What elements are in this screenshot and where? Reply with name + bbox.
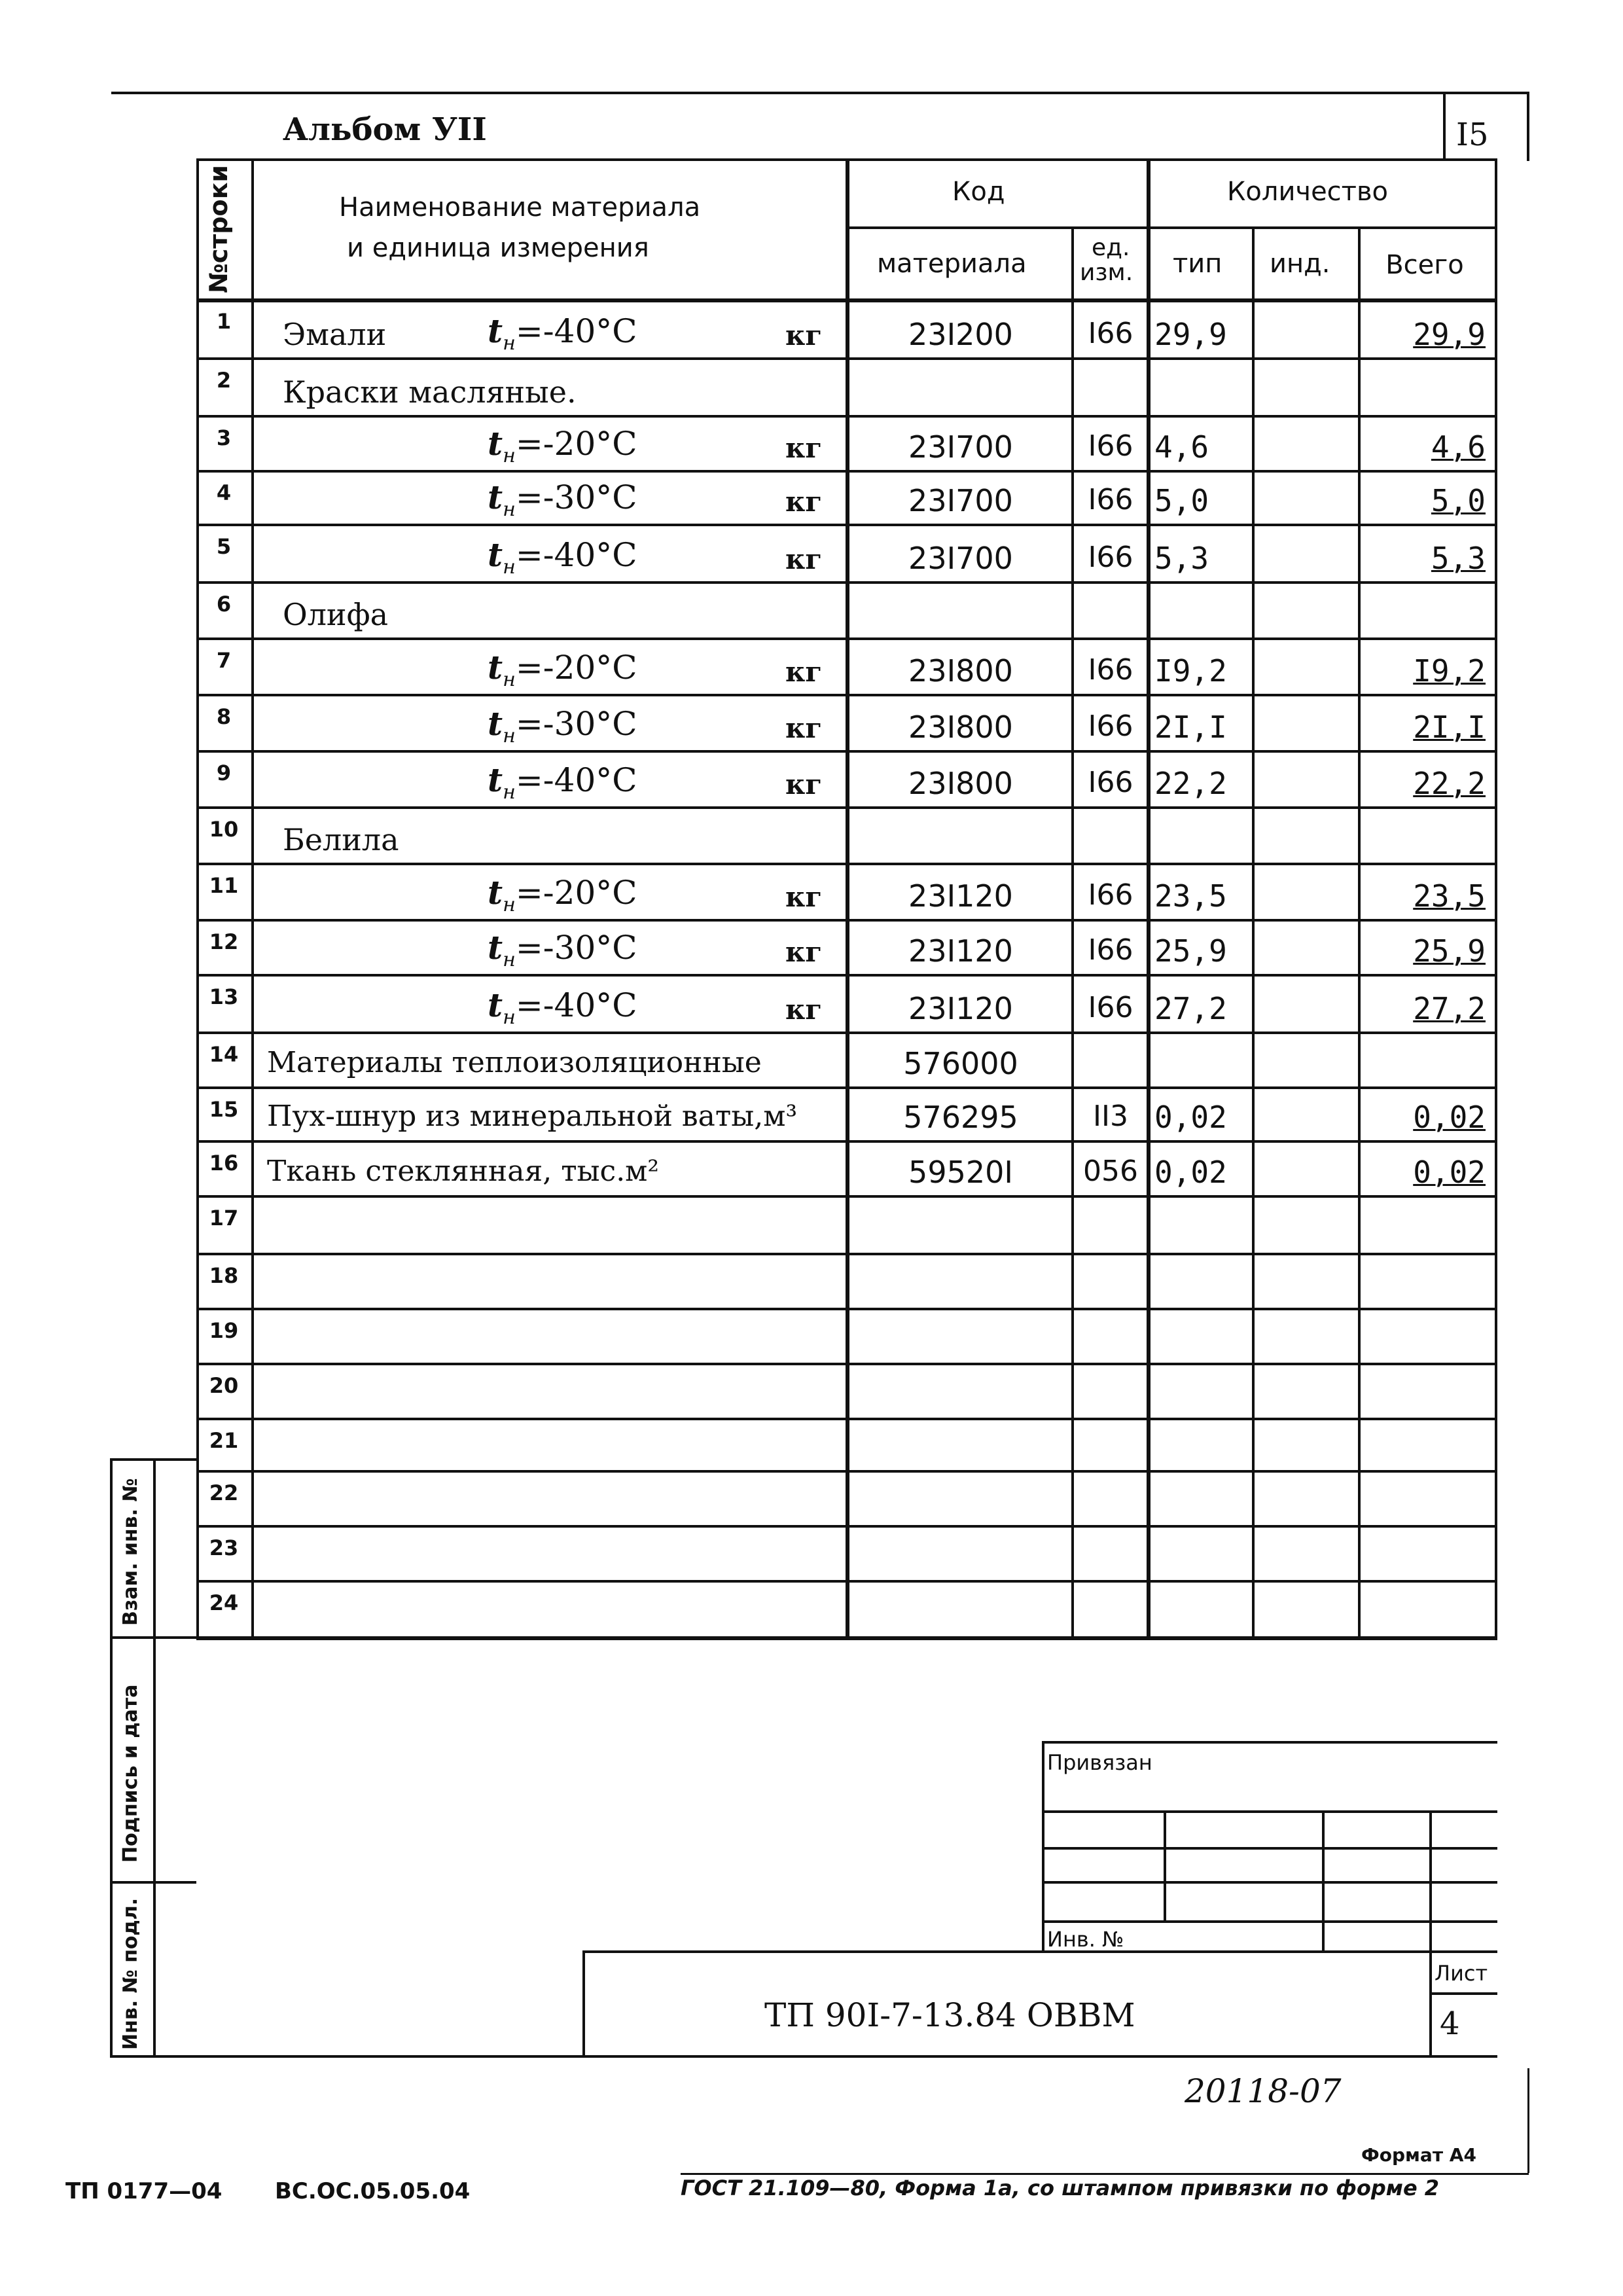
material-code: 23I120	[908, 933, 1013, 969]
temperature-value: =-20°C	[515, 649, 637, 687]
temperature-value: =-20°C	[515, 874, 637, 912]
material-code: 23I800	[908, 709, 1013, 745]
header-qty-type: тип	[1173, 249, 1222, 279]
row-separator	[196, 863, 1497, 865]
qty-total: 23,5	[1413, 878, 1486, 914]
unit-of-measure: кг	[785, 994, 823, 1026]
col-line-ind	[1252, 226, 1255, 1638]
qty-total: 0,02	[1413, 1100, 1486, 1135]
material-code: 59520I	[908, 1155, 1013, 1190]
unit-code: I66	[1088, 483, 1133, 516]
unit-code: I66	[1088, 653, 1133, 687]
temperature-value: =-30°C	[515, 478, 637, 516]
header-code-unit-1: ед.	[1092, 234, 1130, 261]
temperature-value: =-40°C	[515, 761, 637, 799]
row-number: 4	[216, 480, 232, 505]
temperature-condition	[488, 424, 637, 467]
side-label-vzam: Взам. инв. №	[119, 1478, 142, 1626]
row-separator	[196, 637, 1497, 640]
qty-type: 0,02	[1154, 1155, 1227, 1190]
qty-total: 29,9	[1413, 317, 1486, 352]
qty-type: 5,3	[1154, 541, 1209, 576]
unit-of-measure: кг	[785, 319, 823, 351]
row-number: 17	[209, 1206, 239, 1230]
unit-code: I66	[1088, 429, 1133, 463]
unit-code: I66	[1088, 933, 1133, 967]
temperature-value: =-30°C	[515, 705, 637, 743]
unit-code: I66	[1088, 878, 1133, 912]
unit-of-measure: кг	[785, 486, 823, 518]
qty-type: 4,6	[1154, 429, 1209, 465]
header-qty-ind: инд.	[1270, 249, 1330, 279]
row-separator	[196, 1308, 1497, 1310]
qty-total: 0,02	[1413, 1155, 1486, 1190]
top-frame-line	[111, 92, 1528, 94]
row-number: 6	[216, 592, 232, 617]
row-separator	[196, 1418, 1497, 1420]
row-separator	[196, 357, 1497, 360]
row-separator	[196, 1580, 1497, 1583]
row-number: 8	[216, 704, 232, 729]
header-name-line1: Наименование материала	[339, 192, 701, 223]
qty-type: 22,2	[1154, 766, 1227, 801]
material-name: Краски масляные.	[283, 374, 577, 410]
temperature-condition	[488, 648, 637, 691]
unit-of-measure: кг	[785, 936, 823, 968]
row-number: 18	[209, 1263, 239, 1288]
header-code-material: материала	[877, 249, 1027, 279]
row-separator	[196, 1195, 1497, 1198]
temperature-value: =-40°C	[515, 536, 637, 574]
temperature-condition	[488, 873, 637, 916]
material-code: 23I800	[908, 653, 1013, 689]
material-code: 23I200	[908, 317, 1013, 352]
qty-total: 4,6	[1431, 429, 1486, 465]
qty-type: I9,2	[1154, 653, 1227, 689]
material-name: Ткань стеклянная, тыс.м²	[267, 1155, 660, 1188]
row-number: 24	[209, 1590, 239, 1615]
unit-code: II3	[1093, 1100, 1128, 1133]
qty-type: 27,2	[1154, 991, 1227, 1026]
temperature-value: =-30°C	[515, 929, 637, 967]
footer-right: ГОСТ 21.109—80, Форма 1а, со штампом привязки по форме 2	[681, 2176, 1440, 2200]
side-box-inner	[153, 1458, 156, 2056]
material-name: Материалы теплоизоляционные	[267, 1046, 762, 1079]
temperature-subscript: н	[503, 893, 516, 916]
side-box-sep-2	[110, 1881, 196, 1884]
row-number: 5	[216, 534, 232, 559]
temperature-subscript: н	[503, 444, 516, 467]
header-code-unit-2: изм.	[1080, 259, 1133, 286]
row-separator	[196, 1031, 1497, 1034]
side-label-inv-podl: Инв. № подл.	[119, 1897, 142, 2050]
privyazan-left	[1042, 1741, 1044, 1950]
row-number: 11	[209, 873, 239, 898]
page-number-box-right	[1527, 92, 1529, 161]
material-name: Эмали	[283, 317, 387, 352]
temperature-value: =-40°C	[515, 986, 637, 1024]
side-box-top	[110, 1458, 196, 1461]
row-separator	[196, 1253, 1497, 1255]
col-line-right	[1495, 158, 1497, 1638]
row-number: 21	[209, 1428, 239, 1453]
unit-code: 056	[1083, 1155, 1138, 1188]
qty-total: I9,2	[1413, 653, 1486, 689]
format-label: Формат А4	[1361, 2144, 1476, 2166]
temperature-symbol: t	[488, 648, 503, 687]
title-block-top	[582, 1950, 1497, 1953]
side-box-sep-1	[110, 1636, 196, 1639]
privyazan-col-3	[1429, 1810, 1432, 1950]
header-qty-group: Количество	[1227, 177, 1389, 207]
temperature-condition	[488, 986, 637, 1029]
row-number: 10	[209, 817, 239, 842]
temperature-symbol: t	[488, 478, 503, 516]
qty-total: 5,0	[1431, 483, 1486, 518]
qty-total: 5,3	[1431, 541, 1486, 576]
temperature-symbol: t	[488, 535, 503, 574]
document-code: ТП 90I-7-13.84 ОВВМ	[764, 1996, 1135, 2034]
material-name: Олифа	[283, 597, 389, 632]
side-label-podpis: Подпись и дата	[119, 1684, 142, 1863]
handwritten-registration-number: 20118-07	[1185, 2072, 1342, 2110]
page-number: I5	[1456, 117, 1489, 153]
material-code: 23I800	[908, 766, 1013, 801]
sheet-box-divider	[1429, 1992, 1497, 1995]
sheet-box-left	[1429, 1950, 1432, 2055]
unit-code: I66	[1088, 709, 1133, 743]
row-separator	[196, 1470, 1497, 1473]
sheet-number: 4	[1440, 2005, 1460, 2042]
album-title: Альбом УII	[283, 111, 487, 148]
row-number: 12	[209, 929, 239, 954]
row-separator	[196, 1525, 1497, 1528]
temperature-subscript: н	[503, 332, 516, 355]
row-number: 15	[209, 1097, 239, 1122]
row-number: 14	[209, 1042, 239, 1067]
table-bottom-border	[196, 1636, 1497, 1640]
row-separator	[196, 415, 1497, 418]
temperature-condition	[488, 535, 637, 579]
col-line-total	[1358, 226, 1361, 1638]
row-number: 2	[216, 368, 232, 393]
footer-line	[681, 2173, 1529, 2175]
footer-mid: ВС.ОС.05.05.04	[275, 2178, 471, 2204]
temperature-condition	[488, 478, 637, 521]
side-box-outer-left	[110, 1458, 113, 2056]
temperature-symbol: t	[488, 928, 503, 967]
unit-of-measure: кг	[785, 656, 823, 688]
temperature-symbol: t	[488, 312, 503, 350]
unit-of-measure: кг	[785, 712, 823, 744]
row-separator	[196, 694, 1497, 696]
temperature-subscript: н	[503, 498, 516, 521]
temperature-condition	[488, 928, 637, 971]
row-number: 3	[216, 425, 232, 450]
row-number: 22	[209, 1480, 239, 1505]
unit-code: I66	[1088, 991, 1133, 1024]
header-row-number: №строки	[204, 165, 233, 293]
temperature-value: =-40°C	[515, 312, 637, 350]
temperature-symbol: t	[488, 873, 503, 912]
header-qty-total: Всего	[1385, 250, 1464, 280]
row-separator	[196, 1363, 1497, 1365]
header-code-group: Код	[952, 177, 1005, 207]
material-code: 23I700	[908, 429, 1013, 465]
temperature-condition	[488, 704, 637, 747]
qty-total: 25,9	[1413, 933, 1486, 969]
temperature-symbol: t	[488, 424, 503, 463]
qty-type: 23,5	[1154, 878, 1227, 914]
privyazan-label: Привязан	[1047, 1750, 1152, 1775]
temperature-subscript: н	[503, 725, 516, 747]
row-separator	[196, 470, 1497, 473]
temperature-symbol: t	[488, 761, 503, 799]
row-number: 7	[216, 648, 232, 673]
qty-total: 22,2	[1413, 766, 1486, 801]
temperature-condition	[488, 761, 637, 804]
qty-type: 0,02	[1154, 1100, 1227, 1135]
bottom-frame-line	[110, 2055, 1497, 2058]
page-number-box-left	[1443, 92, 1446, 161]
temperature-subscript: н	[503, 948, 516, 971]
row-number: 9	[216, 761, 232, 785]
row-number: 1	[216, 309, 232, 334]
temperature-symbol: t	[488, 704, 503, 743]
unit-of-measure: кг	[785, 768, 823, 800]
row-separator	[196, 524, 1497, 526]
row-separator	[196, 581, 1497, 584]
material-code: 23I120	[908, 878, 1013, 914]
qty-total: 2I,I	[1413, 709, 1486, 745]
row-separator	[196, 974, 1497, 977]
row-number: 16	[209, 1151, 239, 1175]
unit-of-measure: кг	[785, 543, 823, 575]
qty-type: 29,9	[1154, 317, 1227, 352]
title-block-left	[582, 1950, 585, 2055]
row-number: 13	[209, 984, 239, 1009]
unit-code: I66	[1088, 541, 1133, 574]
qty-type: 2I,I	[1154, 709, 1227, 745]
temperature-subscript: н	[503, 1006, 516, 1029]
footer-left: ТП 0177—04	[65, 2178, 223, 2204]
row-separator	[196, 1086, 1497, 1089]
privyazan-col-2	[1322, 1810, 1325, 1950]
row-separator	[196, 750, 1497, 753]
temperature-symbol: t	[488, 986, 503, 1024]
qty-type: 5,0	[1154, 483, 1209, 518]
row-number: 20	[209, 1373, 239, 1398]
material-code: 23I700	[908, 483, 1013, 518]
col-line-rownum	[251, 158, 254, 1638]
material-name: Пух-шнур из минеральной ваты,м³	[267, 1100, 798, 1133]
privyazan-col-1	[1164, 1810, 1166, 1920]
unit-of-measure: кг	[785, 881, 823, 913]
inv-no-label: Инв. №	[1047, 1927, 1124, 1952]
temperature-subscript: н	[503, 781, 516, 804]
material-code: 23I700	[908, 541, 1013, 576]
material-code: 576000	[903, 1046, 1018, 1081]
row-separator	[196, 1140, 1497, 1143]
row-number: 19	[209, 1318, 239, 1343]
material-name: Белила	[283, 822, 399, 857]
temperature-subscript: н	[503, 668, 516, 691]
row-separator	[196, 919, 1497, 922]
qty-type: 25,9	[1154, 933, 1227, 969]
material-code: 576295	[903, 1100, 1018, 1135]
qty-total: 27,2	[1413, 991, 1486, 1026]
header-sub-line	[846, 226, 1497, 229]
unit-code: I66	[1088, 317, 1133, 350]
row-number: 23	[209, 1535, 239, 1560]
temperature-value: =-20°C	[515, 425, 637, 463]
header-name-line2: и единица измерения	[347, 233, 649, 263]
material-code: 23I120	[908, 991, 1013, 1026]
sheet-label: Лист	[1435, 1961, 1488, 1986]
right-margin-mark	[1527, 2068, 1529, 2173]
temperature-condition	[488, 312, 637, 355]
unit-code: I66	[1088, 766, 1133, 799]
privyazan-top	[1042, 1741, 1497, 1744]
unit-of-measure: кг	[785, 432, 823, 464]
temperature-subscript: н	[503, 556, 516, 579]
row-separator	[196, 806, 1497, 809]
